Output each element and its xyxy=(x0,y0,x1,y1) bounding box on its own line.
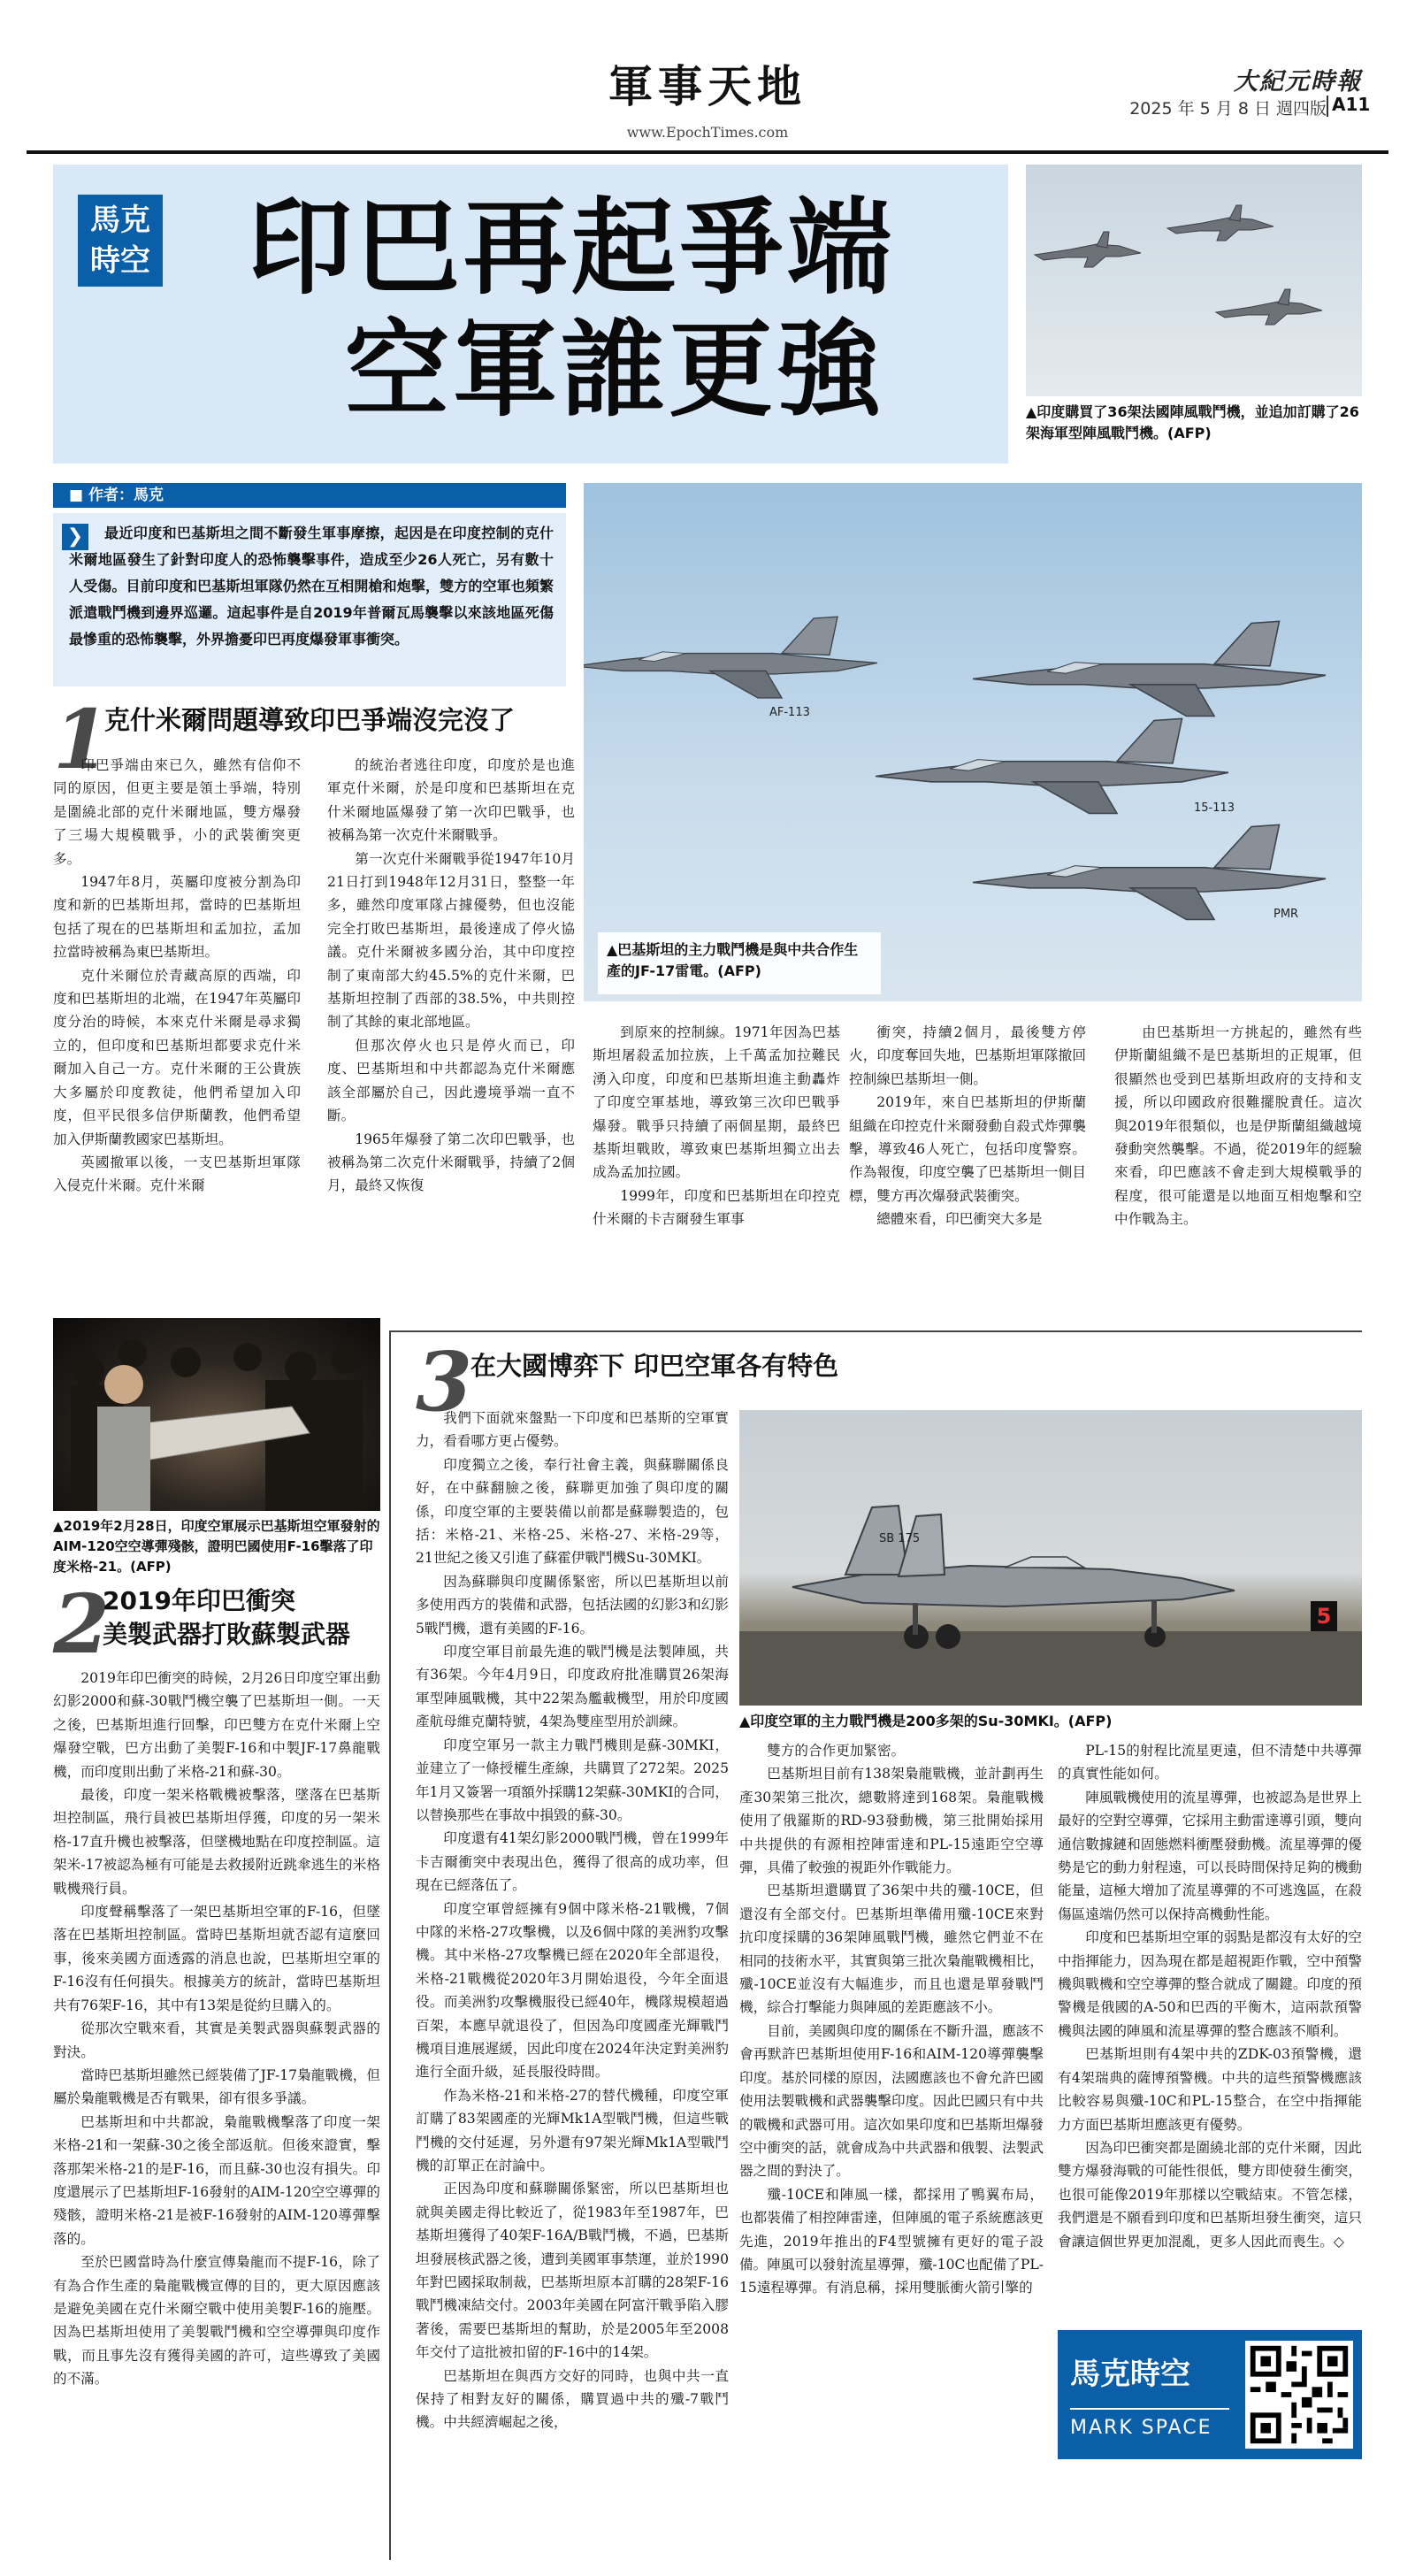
section1-column xyxy=(849,1021,1086,1322)
rafale-jet xyxy=(1035,232,1141,267)
column-badge-line2: 時空 xyxy=(90,243,150,279)
paragraph: 印度和巴基斯坦空軍的弱點是都沒有太好的空中指揮能力，因為現在都是超視距作戰，空中預警機與戰機和空空導彈的整合就成了關鍵。印度的預警機是俄國的A-50和巴西的平衡木，這兩款預警機與法國的陣風和流星導彈的整合應該不順利。 xyxy=(1058,1929,1362,2039)
lead-text: 最近印度和巴基斯坦之間不斷發生軍事摩擦，起因是在印度控制的克什米爾地區發生了針對印度人的恐怖襲擊事件，造成至少26人死亡，另有數十人受傷。目前印度和巴基斯坦軍隊仍然在互相開槍和炮擊，雙方的空軍也頻繁派遣戰鬥機到邊界巡邏。這起事件是自2019年普爾瓦馬襲擊以來該地區死傷最慘重的恐怖襲擊，外界擔憂印巴再度爆發軍事衝突。 xyxy=(69,525,554,648)
section1-column xyxy=(593,1021,840,1322)
paragraph: 的統治者逃往印度，印度於是也進軍克什米爾，於是印度和巴基斯坦在克什米爾地區爆發了第一次印巴戰爭，也被稱為第一次克什米爾戰爭。 xyxy=(327,757,575,844)
jf17-tail-number: PMR xyxy=(1274,908,1299,921)
paragraph: 印巴爭端由來已久，雖然有信仰不同的原因，但更主要是領土爭端，特別是圍繞北部的克什米爾地區，雙方爆發了三場大規模戰爭，小的武裝衝突更多。 xyxy=(53,757,301,867)
section1-column xyxy=(53,754,301,1322)
jf17-formation-illustration xyxy=(584,483,1362,1001)
section2-column xyxy=(53,1667,380,2551)
paragraph: 殲-10CE和陣風一樣，都採用了鴨翼布局，也都裝備了相控陣雷達，但陣風的電子系統應該更先進，2019年推出的F4型號擁有更好的電子設備。陣風可以發射流星導彈，殲-10C也配備了PL-15遠程導彈。有消息稱，採用雙脈衝火箭引擎的 xyxy=(739,2186,1044,2296)
section1-column xyxy=(327,754,575,1322)
section3-column xyxy=(416,1407,729,2557)
rafale-jet xyxy=(1216,289,1322,325)
paragraph: 1947年8月，英屬印度被分割為印度和新的巴基斯坦邦，當時的巴基斯坦包括了現在的巴基斯坦和孟加拉，孟加拉當時被稱為東巴基斯坦。 xyxy=(53,874,301,961)
paragraph: 我們下面就來盤點一下印度和巴基斯的空軍實力，看看哪方更占優勢。 xyxy=(416,1410,729,1450)
paragraph: 印度獨立之後，奉行社會主義，與蘇聯關係良好，在中蘇翻臉之後，蘇聯更加強了與印度的關係，印度空軍的主要裝備以前都是蘇聯製造的，包括：米格-21、米格-25、米格-27、米格-29等，21世紀之後又引進了蘇霍伊戰鬥機Su-30MKI。 xyxy=(416,1456,729,1567)
paragraph: 第一次克什米爾戰爭從1947年10月21日打到1948年12月31日，整整一年多，雖然印度軍隊占據優勢，但也沒能完全打敗巴基斯坦，最後達成了停火協議。克什米爾被多國分治，其中印度控制了東南部大約45.5%的克什米爾，巴基斯坦控制了西部的38.5%，中共則控制了其餘的東北部地區。 xyxy=(327,850,575,1031)
paragraph: 當時巴基斯坦雖然已經裝備了JF-17梟龍戰機，但屬於梟龍戰機是否有戰果，卻有很多爭議。 xyxy=(53,2066,380,2107)
mark-space-subtitle: MARK SPACE xyxy=(1070,2408,1229,2439)
jf17-jet xyxy=(973,621,1326,716)
jf17-caption-box xyxy=(598,932,881,994)
paragraph: 衝突，持續2個月，最後雙方停火，印度奪回失地，巴基斯坦軍隊撤回控制線巴基斯坦一側。 xyxy=(849,1024,1086,1087)
jf17-tail-number: AF-113 xyxy=(769,706,810,719)
paragraph: 至於巴國當時為什麼宣傳梟龍而不提F-16，除了有為合作生產的梟龍戰機宣傳的目的，更大原因應該是避免美國在克什米爾空戰中使用美製F-16的施壓。因為巴基斯坦使用了美製戰鬥機和空空導彈與印度作戰，而且事先沒有獲得美國的許可，這些導致了美國的不滿。 xyxy=(53,2254,380,2388)
paragraph: 1965年爆發了第二次印巴戰爭，也被稱為第二次克什米爾戰爭，持續了2個月，最終又恢復 xyxy=(327,1131,575,1194)
missile-debris-caption: ▲2019年2月28日，印度空軍展示巴基斯坦空軍發射的AIM-120空空導彈殘骸，證明巴國使用F-16擊落了印度米格-21。(AFP) xyxy=(53,1518,380,1575)
section2-number: 2 xyxy=(53,1576,111,1672)
headline-line2: 空軍誰更強 xyxy=(345,308,885,431)
paragraph: 因為蘇聯與印度關係緊密，所以巴基斯坦以前多使用西方的裝備和武器，包括法國的幻影3和幻影5戰鬥機，還有美國的F-16。 xyxy=(416,1573,729,1637)
su30-tail-number: SB 175 xyxy=(879,1532,921,1545)
section1-number: 1 xyxy=(53,692,111,787)
paragraph: 印度還有41架幻影2000戰鬥機，曾在1999年卡吉爾衝突中表現出色，獲得了很高的成功率，但現在已經落伍了。 xyxy=(416,1830,729,1894)
paragraph: 目前，美國與印度的關係在不斷升溫，應該不會再默許巴基斯坦使用F-16和AIM-120導彈襲擊印度。基於同樣的原因，法國應該也不會允許巴國使用法製戰機和武器襲擊印度。因此巴國只有中共的戰機和武器可用。這次如果印度和巴基斯坦爆發空中衝突的話，就會成為中共武器和俄製、法製武器之間的對決了。 xyxy=(739,2022,1044,2180)
rafale-jet xyxy=(1167,205,1274,241)
officer-figure xyxy=(104,1365,143,1404)
paragraph: 印度空軍另一款主力戰鬥機則是蘇-30MKI，並建立了一條授權生產線，共購買了272架。2025年1月又簽署一項額外採購12架蘇-30MKI的合同，以替換那些在事故中損毀的蘇-30。 xyxy=(416,1736,729,1823)
mark-space-badge xyxy=(1058,2330,1362,2459)
paragraph: 英國撤軍以後，一支巴基斯坦軍隊入侵克什米爾。克什米爾 xyxy=(53,1154,301,1194)
paragraph: 巴基斯坦在與西方交好的同時，也與中共一直保持了相對友好的關係，購買過中共的殲-7戰鬥機。中共經濟崛起之後， xyxy=(416,2367,729,2431)
paragraph: 1999年，印度和巴基斯坦在印控克什米爾的卡吉爾發生軍事 xyxy=(593,1187,840,1228)
section-title: 軍事天地 xyxy=(608,61,807,112)
qr-code-icon xyxy=(1245,2341,1353,2449)
rafale-formation-illustration xyxy=(1026,165,1362,396)
paragraph: 正因為印度和蘇聯關係緊密，所以巴基斯坦也就與美國走得比較近了，從1983年至1987年，巴基斯坦獲得了40架F-16A/B戰鬥機，不過，巴基斯坦發展核武器之後，遭到美國軍事禁運，並於1990年對巴國採取制裁，巴基斯坦原本訂購的28架F-16戰鬥機凍結交付。2003年美國在阿富汗戰爭陷入膠著後，需要巴基斯坦的幫助，於是2005年至2008年交付了這批被扣留的F-16中的14架。 xyxy=(416,2181,729,2361)
column-divider xyxy=(389,1330,391,2560)
paragraph: 陣風戰機使用的流星導彈，也被認為是世界上最好的空對空導彈，它採用主動雷達導引頭，雙向通信數據鏈和固態燃料衝壓發動機。流星導彈的優勢是它的動力射程遠，可以長時間保持足夠的機動能量，這極大增加了流星導彈的不可逃逸區，在殺傷區遠端仍然可以保持高機動性能。 xyxy=(1058,1789,1362,1922)
paragraph: 總體來看，印巴衝突大多是 xyxy=(876,1211,1043,1228)
su30-illustration xyxy=(739,1410,1362,1706)
headline-line1: 印巴再起爭端 xyxy=(248,186,896,309)
qr-code[interactable] xyxy=(1245,2341,1353,2449)
section3-column xyxy=(1058,1739,1362,2323)
missile-debris-photo xyxy=(53,1318,380,1511)
section2-title-line2: 美製武器打敗蘇製武器 xyxy=(103,1620,351,1649)
jf17-jet xyxy=(584,617,877,698)
paragraph: 因為印巴衝突都是圍繞北部的克什米爾，因此雙方爆發海戰的可能性很低，雙方即使發生衝突，也很可能像2019年那樣以空戰結束。不管怎樣，我們還是不願看到印度和巴基斯坦發生衝突，這只會讓這個世界更加混亂，更多人因此而喪生。◇ xyxy=(1058,2139,1362,2250)
jf17-photo-caption: ▲巴基斯坦的主力戰鬥機是與中共合作生產的JF-17雷電。(AFP) xyxy=(607,941,859,979)
su30-photo xyxy=(739,1410,1362,1706)
masthead-rule xyxy=(27,150,1388,154)
page-number-divider xyxy=(1327,96,1328,117)
paragraph: 但那次停火也只是停火而已，印度、巴基斯坦和中共都認為克什米爾應該全部屬於自己，因此邊境爭端一直不斷。 xyxy=(327,1037,575,1124)
su30-photo-caption: ▲印度空軍的主力戰鬥機是200多架的Su-30MKI。(AFP) xyxy=(739,1713,1113,1729)
paragraph: 2019年印巴衝突的時候，2月26日印度空軍出動幻影2000和蘇-30戰鬥機空襲了巴基斯坦一側。一天之後，巴基斯坦進行回擊，印巴雙方在克什米爾上空爆發空戰，巴方出動了美製F-16和中製JF-17鼻龍戰機，而印度則出動了米格-21和蘇-30。 xyxy=(53,1670,380,1780)
paragraph: PL-15的射程比流星更遠，但不清楚中共導彈的真實性能如何。 xyxy=(1058,1743,1362,1782)
paper-name: 大紀元時報 xyxy=(1234,68,1362,96)
column-badge-line1: 馬克 xyxy=(90,203,150,238)
section-divider xyxy=(389,1330,1362,1332)
mark-space-title: 馬克時空 xyxy=(1070,2357,1190,2392)
paragraph: 克什米爾位於青藏高原的西端，印度和巴基斯坦的北端，在1947年英屬印度分治的時候，本來克什米爾是尋求獨立的，但印度和巴基斯坦都要求克什米爾加入自己一方。克什米爾的王公貴族大多屬於印度教徒，他們希望加入印度，但平民很多信伊斯蘭教，他們希望加入伊斯蘭教國家巴基斯坦。 xyxy=(53,967,301,1147)
lead-arrow-icon: ❯ xyxy=(62,524,88,550)
website: www.EpochTimes.com xyxy=(626,124,789,141)
paragraph: 印度空軍曾經擁有9個中隊米格-21戰機，7個中隊的米格-27攻擊機，以及6個中隊的美洲豹攻擊機。其中米格-27攻擊機已經在2020年全部退役，米格-21戰機從2020年3月開始退役，今年全面退役。而美洲豹攻擊機服役已經40年，機隊規模超過百架，本應早就退役了，但因為印度國產光輝戰鬥機項目進展遲緩，因此印度在2024年決定對美洲豹進行全面升級，延長服役時間。 xyxy=(416,1900,729,2081)
column-badge xyxy=(78,195,163,287)
paragraph: 巴基斯坦還購買了36架中共的殲-10CE，但還沒有全部交付。巴基斯坦準備用殲-10CE來對抗印度採購的36架陣風戰鬥機，雖然它們並不在相同的技術水平，其實與第三批次梟龍戰機相比，殲-10CE並沒有大幅進步，而且也還是單發戰鬥機，綜合打擊能力與陣風的差距應該不小。 xyxy=(739,1882,1044,2016)
section3-number: 3 xyxy=(416,1334,473,1430)
paragraph: 最後，印度一架米格戰機被擊落，墜落在巴基斯坦控制區，飛行員被巴基斯坦俘獲，印度的另一架米格-17直升機也被擊落，但墜機地點在印度控制區。這架米-17被認為極有可能是去救援附近跳傘逃生的米格戰機飛行員。 xyxy=(53,1787,380,1897)
section3-column xyxy=(739,1739,1044,2557)
jf17-tail-number: 15-113 xyxy=(1194,801,1235,815)
paragraph: 印度空軍目前最先進的戰鬥機是法製陣風，共有36架。今年4月9日，印度政府批准購買26架海軍型陣風戰機，其中22架為艦載機型，用於印度國產航母維克蘭特號，4架為雙座型用於訓練。 xyxy=(416,1644,729,1730)
lead-box xyxy=(53,513,566,686)
paragraph: 巴基斯坦目前有138架梟龍戰機，並計劃再生產30架第三批次，總數將達到168架。梟龍戰機使用了俄羅斯的RD-93發動機，第三批開始採用中共提供的有源相控陣雷達和PL-15遠距空空導彈，具備了較強的視距外作戰能力。 xyxy=(739,1766,1044,1876)
jf17-photo xyxy=(584,483,1362,1001)
headline-banner xyxy=(53,165,1008,464)
paragraph: 雙方的合作更加緊密。 xyxy=(767,1743,906,1759)
section1-column xyxy=(1114,1021,1362,1322)
section2-title-line1: 2019年印巴衝突 xyxy=(103,1586,295,1615)
paragraph: 印度聲稱擊落了一架巴基斯坦空軍的F-16，但墜落在巴基斯坦控制區。當時巴基斯坦就否認有這麼回事，後來美國方面透露的消息也說，巴基斯坦空軍的F-16沒有任何損失。根據美方的統計，當時巴基斯坦共有76架F-16，其中有13架是從約旦購入的。 xyxy=(53,1904,380,2013)
paragraph: 到原來的控制線。1971年因為巴基斯坦屠殺孟加拉族，上千萬孟加拉難民湧入印度，印度和巴基斯坦進主動轟炸了印度空軍基地，導致第三次印巴戰爭爆發。戰爭只持續了兩個星期，最終巴基斯坦戰敗，導致東巴基斯坦獨立出去成為孟加拉國。 xyxy=(593,1024,840,1181)
paragraph: 作為米格-21和米格-27的替代機種，印度空軍訂購了83架國產的光輝Mk1A型戰鬥機，但這些戰鬥機的交付延遲，另外還有97架光輝Mk1A型戰鬥機的訂單正在討論中。 xyxy=(416,2087,729,2174)
jf17-jet xyxy=(973,824,1326,919)
section3-title: 在大國博弈下 印巴空軍各有特色 xyxy=(470,1351,839,1381)
rafale-photo xyxy=(1026,165,1362,396)
jf17-jet xyxy=(876,718,1228,813)
paragraph: 2019年，來自巴基斯坦的伊斯蘭組織在印控克什米爾發動自殺式炸彈襲擊，導致46人死亡，包括印度警察。作為報復，印度空襲了巴基斯坦一側目標，雙方再次爆發武裝衝突。 xyxy=(849,1094,1086,1204)
crowd-illustration xyxy=(53,1318,380,1511)
paragraph: 巴基斯坦則有4架中共的ZDK-03預警機，還有4架瑞典的薩博預警機。中共的這些預警機應該比較容易與殲-10C和PL-15整合，在空中指揮能力方面巴基斯坦應該更有優勢。 xyxy=(1058,2046,1362,2133)
author-bar: ■ 作者：馬克 xyxy=(53,483,566,508)
issue-date: 2025 年 5 月 8 日 週四版 xyxy=(1129,99,1327,119)
masthead xyxy=(0,0,1415,141)
officer-figure xyxy=(97,1407,150,1511)
runway-marker-sign: 5 xyxy=(1311,1601,1337,1631)
rafale-photo-caption: ▲印度購買了36架法國陣風戰鬥機，並追加訂購了26架海軍型陣風戰鬥機。(AFP) xyxy=(1026,403,1359,441)
paragraph: 巴基斯坦和中共都說，梟龍戰機擊落了印度一架米格-21和一架蘇-30之後全部返航。但後來證實，擊落那架米格-21的是F-16，而且蘇-30也沒有損失。印度還展示了巴基斯坦F-16發射的AIM-120空空導彈的殘骸，證明米格-21是被F-16發射的AIM-120導彈擊落的。 xyxy=(53,2113,380,2247)
paragraph: 由巴基斯坦一方挑起的，雖然有些伊斯蘭組織不是巴基斯坦的正規軍，但很顯然也受到巴基斯坦政府的支持和支援，所以印國政府很難擺脫責任。這次與2019年很類似，也是伊斯蘭組織越境發動突然襲擊。不過，從2019年的經驗來看，印巴應該不會走到大規模戰爭的程度，很可能還是以地面互相炮擊和空中作戰為主。 xyxy=(1114,1024,1362,1228)
page-number: A11 xyxy=(1332,94,1371,115)
su30-jet xyxy=(792,1506,1235,1649)
section1-title: 克什米爾問題導致印巴爭端沒完沒了 xyxy=(104,705,516,735)
paragraph: 從那次空戰來看，其實是美製武器與蘇製武器的對決。 xyxy=(53,2020,380,2060)
